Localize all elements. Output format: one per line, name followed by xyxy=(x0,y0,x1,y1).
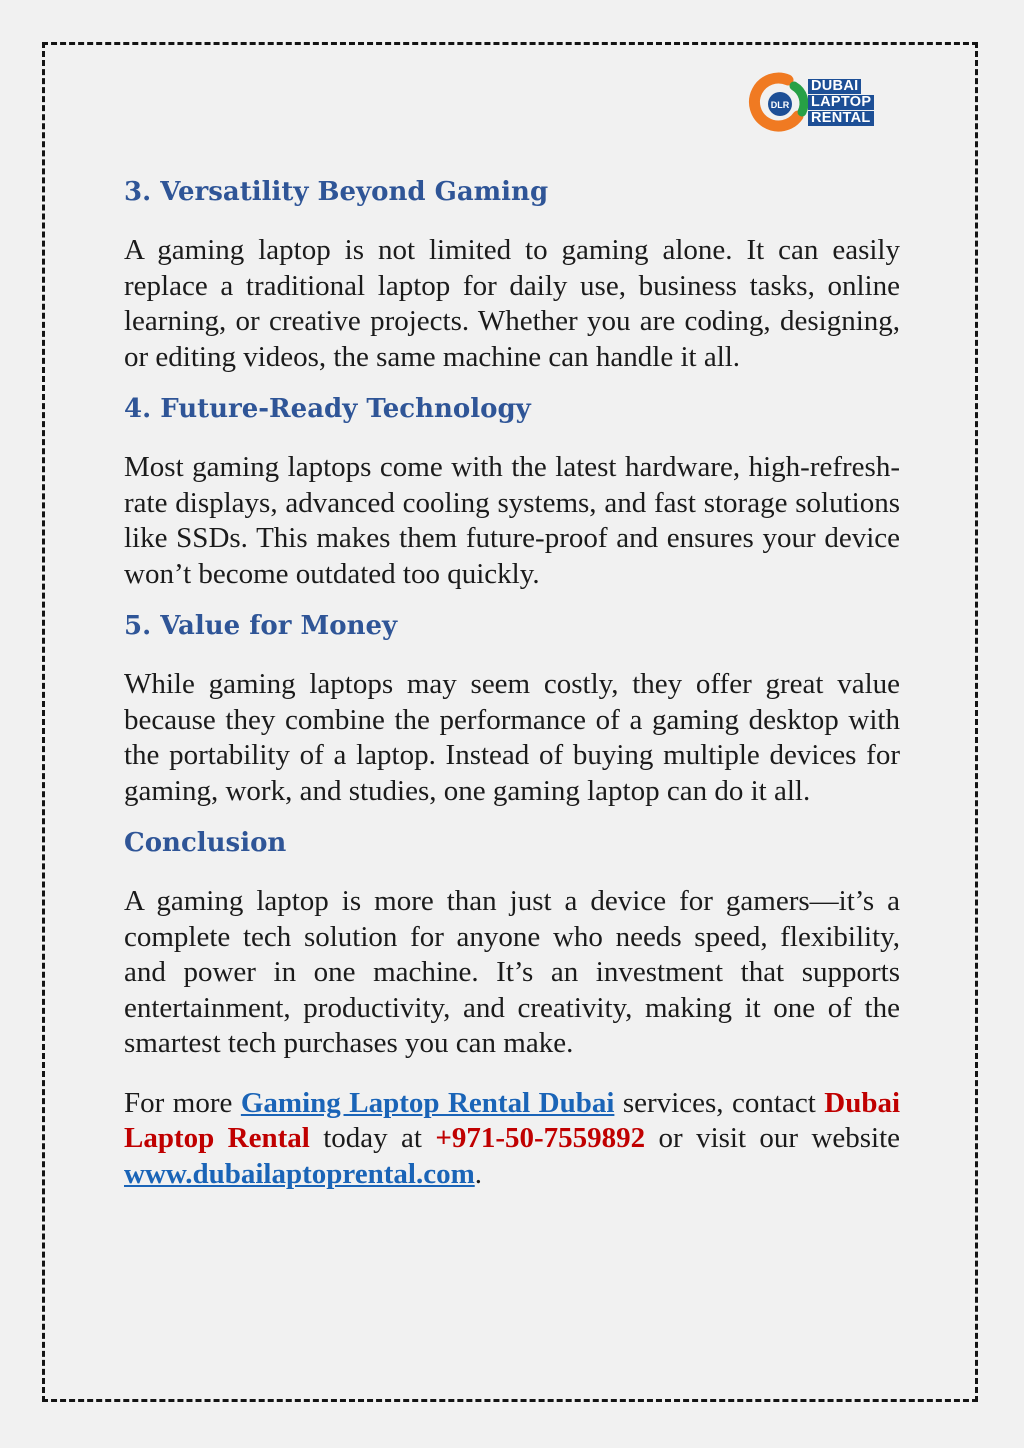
logo-emblem-icon xyxy=(748,72,812,132)
cta-mid-3: or visit our website xyxy=(658,1122,901,1154)
cta-end: . xyxy=(474,1157,482,1190)
contact-paragraph xyxy=(124,1086,900,1193)
company-logo xyxy=(748,72,890,132)
phone-number: +971-50-7559892 xyxy=(435,1122,646,1154)
section-heading-future-ready: 4. Future-Ready Technology xyxy=(124,394,531,424)
logo-line-3: RENTAL xyxy=(808,111,874,126)
cta-prefix: For more xyxy=(124,1086,233,1119)
cta-mid-2: today at xyxy=(323,1122,422,1154)
section-heading-versatility: 3. Versatility Beyond Gaming xyxy=(124,177,549,207)
section-body-future-ready: Most gaming laptops come with the latest hardware, high-refresh-rate displays, advanced cooling systems, and fast storage solutions like SSDs. This makes them future-proof and ensures your device won’t become outdated too quickly. xyxy=(124,451,900,590)
document-content xyxy=(124,168,900,1192)
section-body-versatility: A gaming laptop is not limited to gaming alone. It can easily replace a traditional laptop for daily use, business tasks, online learning, or creative projects. Whether you are coding, designing, or editing videos, the same machine can handle it all. xyxy=(124,234,900,373)
cta-mid-1: services, contact xyxy=(622,1086,816,1119)
section-heading-conclusion: Conclusion xyxy=(124,828,287,858)
logo-line-1: DUBAI xyxy=(808,79,861,94)
section-body-conclusion: A gaming laptop is more than just a device for gamers—it’s a complete tech solution for anyone who needs speed, flexibility, and power in one machine. It’s an investment that supports entertainment, productivity, and creativity, making it one of the smartest tech purchases you can make. xyxy=(124,885,900,1059)
logo-wordmark xyxy=(808,79,874,126)
website-link[interactable]: www.dubailaptoprental.com xyxy=(124,1157,475,1190)
logo-badge-text: DLR xyxy=(770,100,790,110)
service-link[interactable]: Gaming Laptop Rental Dubai xyxy=(240,1086,615,1119)
company-name: Dubai Laptop Rental xyxy=(124,1086,901,1154)
logo-line-2: LAPTOP xyxy=(808,95,874,110)
section-body-value: While gaming laptops may seem costly, they offer great value because they combine the performance of a gaming desktop with the portability of a laptop. Instead of buying multiple devices for gaming, work, and studies, one gaming laptop can do it all. xyxy=(124,668,900,807)
section-heading-value: 5. Value for Money xyxy=(124,611,398,641)
